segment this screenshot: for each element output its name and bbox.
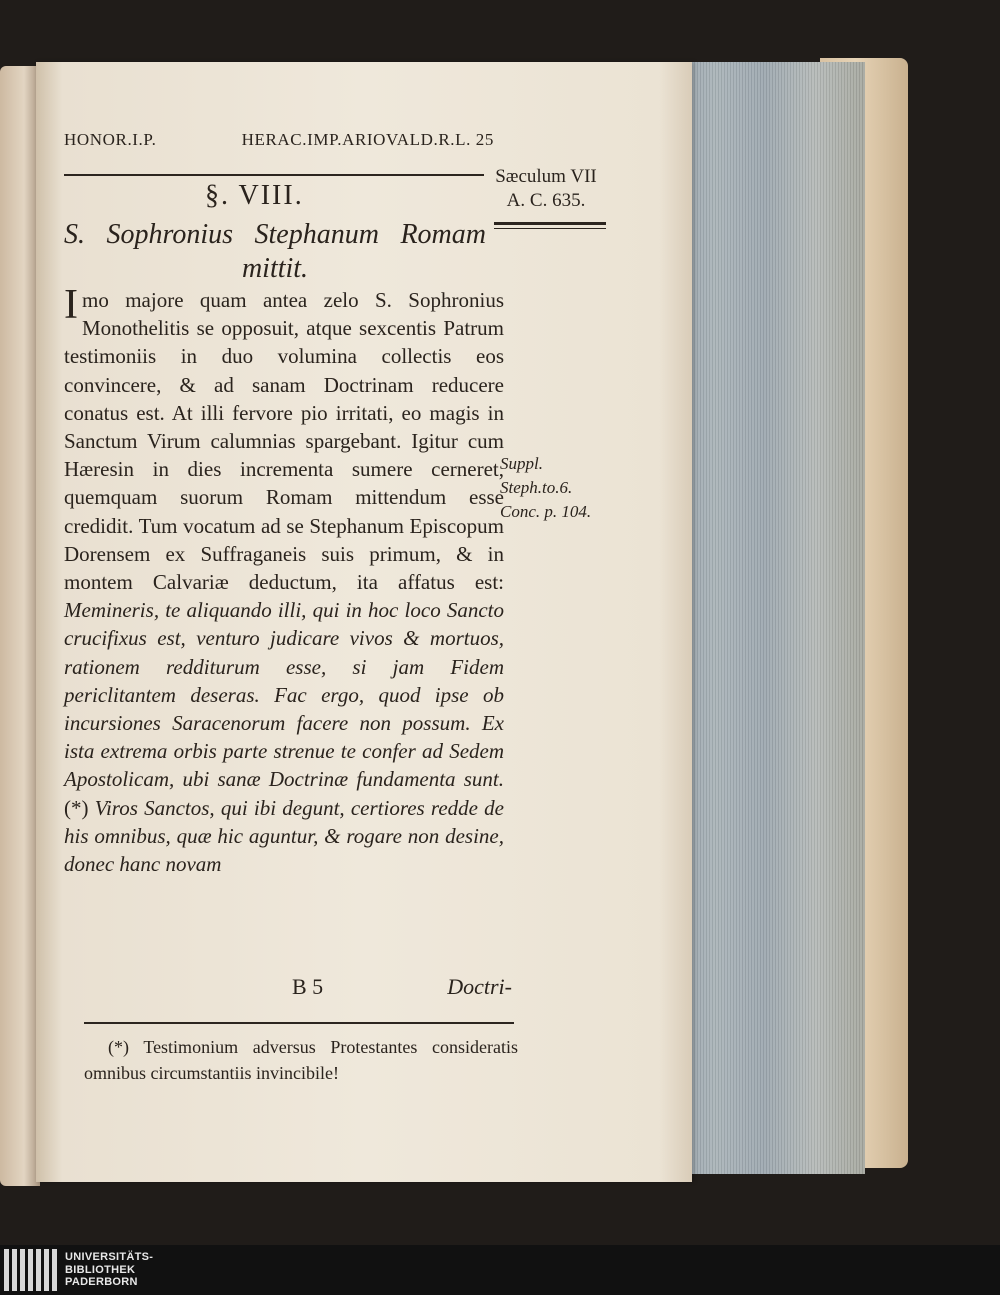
page-block-fore-edge xyxy=(664,62,865,1174)
library-logo-icon xyxy=(4,1249,57,1291)
margin-date-year: A. C. 635. xyxy=(506,190,586,211)
body-text-roman: mo majore quam antea zelo S. Sophronius Monothelitis se opposuit, atque sexcentis Patrum testimoniis in duo volumina collectis eos convincere, & ad sanam Doctrinam reducere conatus est. At illi fervore pio irritati, eo magis in Sanctum Virum calumnias spargebant. Igitur cum Hæresin in dies incrementa sumere cerneret, quemquam suorum Romam mittendum esse credidit. Tum vocatum ad se Stephanum Episcopum Dorensem ex Suffraganeis suis primum, & in montem Calvariæ deductum, ita affatus est: xyxy=(64,288,504,595)
body-text-quote: Memineris, te aliquando illi, qui in hoc loco Sancto crucifixus est, venturo judicare vivos & mortuos, rationem redditurum esse, si jam Fidem periclitantem deseras. Fac ergo, quod ipse ob incursiones Saracenorum facere non possum. Ex ista extrema orbis parte strenue te confer ad Sedem Apostolicam, ubi sanæ Doctrinæ fundamenta sunt. xyxy=(64,598,504,792)
library-footer xyxy=(0,1245,1000,1295)
margin-date-rule xyxy=(494,222,606,225)
body-text-quote-continued: Viros Sanctos, qui ibi degunt, certiores redde de his omnibus, quæ hic aguntur, & rogare non desine, donec hanc novam xyxy=(64,795,504,877)
library-name-line-3: PADERBORN xyxy=(65,1276,138,1289)
margin-note-line-3: Conc. p. 104. xyxy=(500,502,592,521)
margin-note xyxy=(500,452,630,524)
margin-note-line-2: Steph.to.6. xyxy=(500,478,573,497)
library-name-line-1: UNIVERSITÄTS- xyxy=(65,1251,154,1264)
margin-note-line-1: Suppl. xyxy=(500,454,543,473)
footnote-marker: (*) xyxy=(64,795,89,820)
section-title: S. Sophronius Stephanum Romam mittit. xyxy=(64,219,486,284)
drop-cap: I xyxy=(64,282,78,328)
body-paragraph xyxy=(64,282,504,878)
library-name xyxy=(65,1251,153,1289)
footnote-rule xyxy=(84,1022,514,1024)
running-head-left: HONOR.I.P. xyxy=(64,130,157,149)
header-rule xyxy=(64,174,484,176)
catchword: Doctri- xyxy=(447,974,512,999)
margin-date-rule-thin xyxy=(494,228,606,229)
margin-date-century: Sæculum VII xyxy=(495,166,597,187)
library-name-line-2: BIBLIOTHEK xyxy=(65,1263,136,1276)
footnote: (*) Testimonium adversus Protestantes consideratis omnibus circumstantiis invincibile! xyxy=(84,1037,518,1083)
facing-page-edge xyxy=(0,66,40,1186)
margin-date xyxy=(486,165,606,213)
running-head xyxy=(64,130,494,150)
section-number: §. VIII. xyxy=(205,180,304,211)
running-head-right: HERAC.IMP.ARIOVALD.R.L. 25 xyxy=(241,130,494,149)
signature-mark: B 5 xyxy=(292,974,324,999)
catchline xyxy=(64,974,512,1000)
